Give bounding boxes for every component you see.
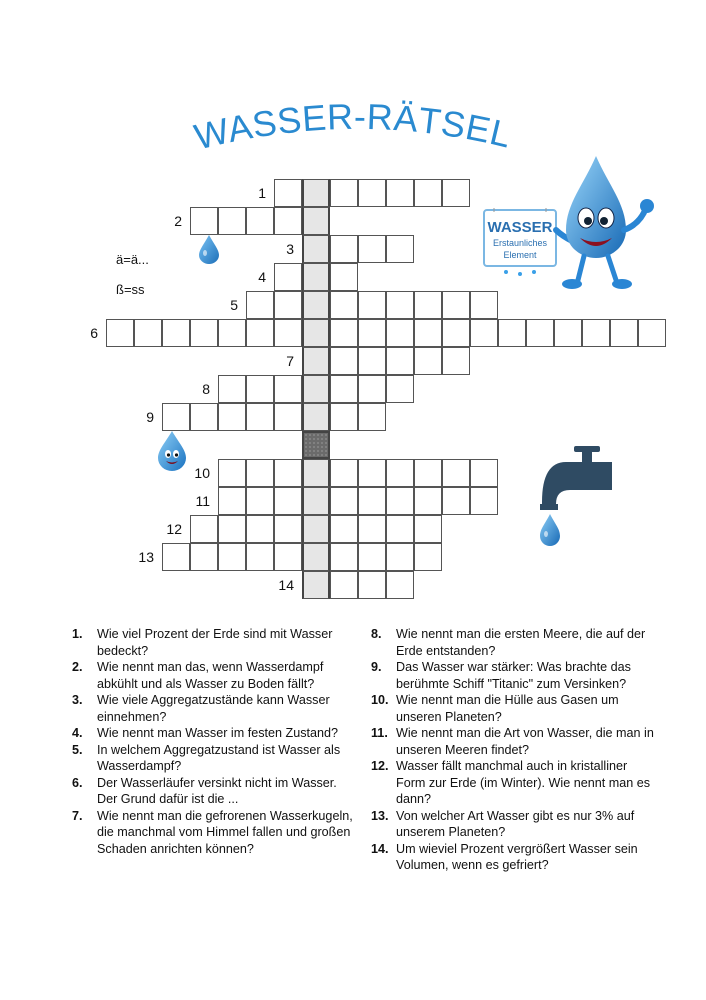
crossword-cell[interactable]	[330, 459, 358, 487]
crossword-cell[interactable]	[330, 515, 358, 543]
crossword-cell[interactable]	[190, 543, 218, 571]
row-number: 7	[286, 353, 294, 369]
crossword-cell[interactable]	[162, 543, 190, 571]
clue-text: In welchem Aggregatzustand ist Wasser als Wasserdampf?	[97, 742, 341, 773]
solution-cell[interactable]	[302, 319, 330, 347]
crossword-cell[interactable]	[218, 487, 246, 515]
crossword-cell[interactable]	[414, 179, 442, 207]
clue-text: Wie nennt man die Art von Wasser, die man in unseren Meeren findet?	[396, 726, 654, 757]
crossword-cell[interactable]	[218, 319, 246, 347]
crossword-cell[interactable]	[246, 403, 274, 431]
clue-item	[72, 626, 354, 659]
crossword-cell[interactable]	[162, 319, 190, 347]
solution-cell[interactable]	[302, 487, 330, 515]
row-number: 10	[194, 465, 210, 481]
clue-text: Wie viele Aggregatzustände kann Wasser einnehmen?	[97, 693, 330, 724]
solution-cell[interactable]	[302, 235, 330, 263]
crossword-cell[interactable]	[330, 263, 358, 291]
row-number: 1	[258, 185, 266, 201]
sign-line-3: Element	[503, 250, 537, 260]
crossword-cell[interactable]	[470, 459, 498, 487]
faucet-drop-icon	[540, 514, 560, 546]
clue-text: Der Wasserläufer versinkt nicht im Wasser. Der Grund dafür ist die ...	[97, 775, 337, 806]
clue-number: 8.	[371, 627, 382, 641]
crossword-cell[interactable]	[610, 319, 638, 347]
solution-cell[interactable]	[302, 207, 330, 235]
clue-item	[72, 775, 354, 808]
clue-number: 11.	[371, 726, 388, 740]
crossword-cell[interactable]	[470, 319, 498, 347]
row-number: 3	[286, 241, 294, 257]
solution-cell[interactable]	[302, 515, 330, 543]
crossword-cell[interactable]	[358, 319, 386, 347]
crossword-cell[interactable]	[358, 459, 386, 487]
crossword-cell[interactable]	[330, 543, 358, 571]
crossword-cell[interactable]	[330, 571, 358, 599]
clue-item	[371, 659, 656, 692]
crossword-cell[interactable]	[246, 459, 274, 487]
crossword-cell[interactable]	[386, 347, 414, 375]
clue-item	[371, 692, 656, 725]
solution-cell[interactable]	[302, 403, 330, 431]
sign-line-2: Erstaunliches	[492, 238, 548, 248]
crossword-cell[interactable]	[386, 487, 414, 515]
solution-cell[interactable]	[302, 179, 330, 207]
blank-cell	[302, 431, 330, 459]
crossword-cell[interactable]	[274, 459, 302, 487]
clues-right-column	[371, 626, 656, 874]
clue-text: Wie nennt man die Hülle aus Gasen um unseren Planeten?	[396, 693, 619, 724]
clue-text: Wie nennt man die gefrorenen Wasserkugeln, die manchmal vom Himmel fallen und großen Schaden anrichten können?	[97, 808, 353, 856]
crossword-cell[interactable]	[386, 459, 414, 487]
crossword-cell[interactable]	[218, 375, 246, 403]
crossword-cell[interactable]	[442, 347, 470, 375]
solution-cell[interactable]	[302, 459, 330, 487]
smiling-drop-icon	[156, 430, 188, 472]
crossword-cell[interactable]	[386, 291, 414, 319]
crossword-cell[interactable]	[330, 375, 358, 403]
crossword-cell[interactable]	[218, 543, 246, 571]
crossword-cell[interactable]	[246, 207, 274, 235]
clues-left-column	[72, 626, 354, 857]
crossword-cell[interactable]	[246, 487, 274, 515]
crossword-cell[interactable]	[358, 571, 386, 599]
crossword-cell[interactable]	[274, 179, 302, 207]
crossword-cell[interactable]	[330, 291, 358, 319]
clue-item	[72, 725, 354, 742]
row-number: 8	[202, 381, 210, 397]
crossword-cell[interactable]	[442, 459, 470, 487]
clue-item	[371, 626, 656, 659]
crossword-cell[interactable]	[134, 319, 162, 347]
crossword-cell[interactable]	[246, 319, 274, 347]
clue-text: Wie nennt man das, wenn Wasserdampf abkühlt und als Wasser zu Boden fällt?	[97, 660, 324, 691]
crossword-cell[interactable]	[358, 235, 386, 263]
crossword-cell[interactable]	[442, 291, 470, 319]
crossword-cell[interactable]	[358, 403, 386, 431]
crossword-cell[interactable]	[414, 487, 442, 515]
clue-number: 7.	[72, 808, 83, 823]
crossword-cell[interactable]	[274, 263, 302, 291]
crossword-cell[interactable]	[470, 487, 498, 515]
umlaut-note: ä=ä...	[116, 252, 149, 267]
clue-text: Das Wasser war stärker: Was brachte das berühmte Schiff "Titanic" zum Versinken?	[396, 660, 631, 691]
page-title: WASSER-RÄTSEL	[190, 95, 516, 158]
clue-number: 14.	[371, 841, 389, 856]
crossword-cell[interactable]	[274, 319, 302, 347]
water-drop-icon	[198, 234, 220, 264]
crossword-cell[interactable]	[442, 319, 470, 347]
crossword-cell[interactable]	[358, 291, 386, 319]
crossword-cell[interactable]	[386, 319, 414, 347]
clue-number: 3.	[72, 693, 83, 707]
clue-item	[371, 808, 656, 841]
crossword-cell[interactable]	[274, 543, 302, 571]
clue-number: 4.	[72, 726, 83, 740]
clue-number: 10.	[371, 693, 389, 707]
crossword-cell[interactable]	[358, 543, 386, 571]
clue-item	[371, 758, 656, 808]
crossword-cell[interactable]	[190, 515, 218, 543]
crossword-cell[interactable]	[358, 179, 386, 207]
row-number: 5	[230, 297, 238, 313]
crossword-cell[interactable]	[274, 375, 302, 403]
row-number: 2	[174, 213, 182, 229]
clue-number: 9.	[371, 660, 382, 674]
crossword-cell[interactable]	[414, 347, 442, 375]
row-number: 6	[90, 325, 98, 341]
crossword-cell[interactable]	[582, 319, 610, 347]
crossword-cell[interactable]	[246, 375, 274, 403]
row-number: 11	[195, 493, 210, 509]
clue-item	[371, 841, 656, 874]
clue-text: Wie viel Prozent der Erde sind mit Wasser bedeckt?	[97, 627, 333, 658]
crossword-cell[interactable]	[330, 319, 358, 347]
crossword-cell[interactable]	[330, 347, 358, 375]
crossword-cell[interactable]	[386, 543, 414, 571]
crossword-cell[interactable]	[358, 375, 386, 403]
crossword-cell[interactable]	[106, 319, 134, 347]
crossword-cell[interactable]	[274, 403, 302, 431]
row-number: 13	[138, 549, 154, 565]
crossword-cell[interactable]	[218, 459, 246, 487]
crossword-cell[interactable]	[330, 179, 358, 207]
crossword-cell[interactable]	[358, 487, 386, 515]
crossword-cell[interactable]	[162, 403, 190, 431]
crossword-cell[interactable]	[274, 207, 302, 235]
crossword-cell[interactable]	[190, 403, 218, 431]
row-number: 9	[146, 409, 154, 425]
solution-cell[interactable]	[302, 291, 330, 319]
clue-number: 12.	[371, 759, 389, 773]
eszett-note: ß=ss	[116, 282, 145, 297]
crossword-cell[interactable]	[330, 487, 358, 515]
solution-cell[interactable]	[302, 375, 330, 403]
crossword-cell[interactable]	[330, 235, 358, 263]
clue-number: 13.	[371, 808, 389, 823]
crossword-cell[interactable]	[190, 207, 218, 235]
crossword-cell[interactable]	[414, 543, 442, 571]
row-number: 4	[258, 269, 266, 285]
crossword-cell[interactable]	[386, 571, 414, 599]
row-number: 14	[278, 577, 294, 593]
clue-item	[72, 742, 354, 775]
clue-item	[72, 808, 354, 858]
crossword-cell[interactable]	[414, 459, 442, 487]
crossword-cell[interactable]	[246, 543, 274, 571]
clue-item	[72, 659, 354, 692]
row-number: 12	[166, 521, 182, 537]
crossword-cell[interactable]	[358, 515, 386, 543]
crossword-cell[interactable]	[330, 403, 358, 431]
crossword-cell[interactable]	[218, 403, 246, 431]
crossword-cell[interactable]	[442, 487, 470, 515]
crossword-cell[interactable]	[554, 319, 582, 347]
crossword-cell[interactable]	[498, 319, 526, 347]
crossword-cell[interactable]	[246, 291, 274, 319]
solution-cell[interactable]	[302, 571, 330, 599]
crossword-cell[interactable]	[414, 515, 442, 543]
crossword-cell[interactable]	[414, 291, 442, 319]
clue-text: Von welcher Art Wasser gibt es nur 3% auf unserem Planeten?	[396, 808, 635, 839]
crossword-cell[interactable]	[386, 375, 414, 403]
clue-number: 6.	[72, 775, 83, 790]
crossword-cell[interactable]	[358, 347, 386, 375]
sign-line-1: WASSER	[487, 219, 553, 236]
solution-cell[interactable]	[302, 347, 330, 375]
clue-text: Wie nennt man die ersten Meere, die auf der Erde entstanden?	[396, 627, 646, 658]
crossword-cell[interactable]	[274, 291, 302, 319]
solution-cell[interactable]	[302, 263, 330, 291]
faucet-icon	[536, 444, 620, 552]
clue-text: Wie nennt man Wasser im festen Zustand?	[97, 726, 339, 740]
crossword-cell[interactable]	[414, 319, 442, 347]
crossword-cell[interactable]	[190, 319, 218, 347]
crossword-cell[interactable]	[526, 319, 554, 347]
crossword-cell[interactable]	[218, 207, 246, 235]
crossword-cell[interactable]	[386, 235, 414, 263]
clue-number: 1.	[72, 627, 83, 641]
clue-number: 5.	[72, 742, 83, 757]
crossword-cell[interactable]	[638, 319, 666, 347]
crossword-cell[interactable]	[218, 515, 246, 543]
clue-text: Um wieviel Prozent vergrößert Wasser sein Volumen, wenn es gefriert?	[396, 841, 638, 872]
crossword-cell[interactable]	[386, 179, 414, 207]
clue-number: 2.	[72, 660, 83, 674]
clue-item	[371, 725, 656, 758]
crossword-cell[interactable]	[386, 515, 414, 543]
solution-cell[interactable]	[302, 543, 330, 571]
crossword-cell[interactable]	[274, 487, 302, 515]
crossword-cell[interactable]	[246, 515, 274, 543]
clue-item	[72, 692, 354, 725]
crossword-cell[interactable]	[274, 515, 302, 543]
water-mascot-icon	[476, 150, 666, 300]
clue-text: Wasser fällt manchmal auch in kristalliner Form zur Erde (im Winter). Wie nennt man es dann?	[396, 759, 651, 806]
crossword-cell[interactable]	[442, 179, 470, 207]
